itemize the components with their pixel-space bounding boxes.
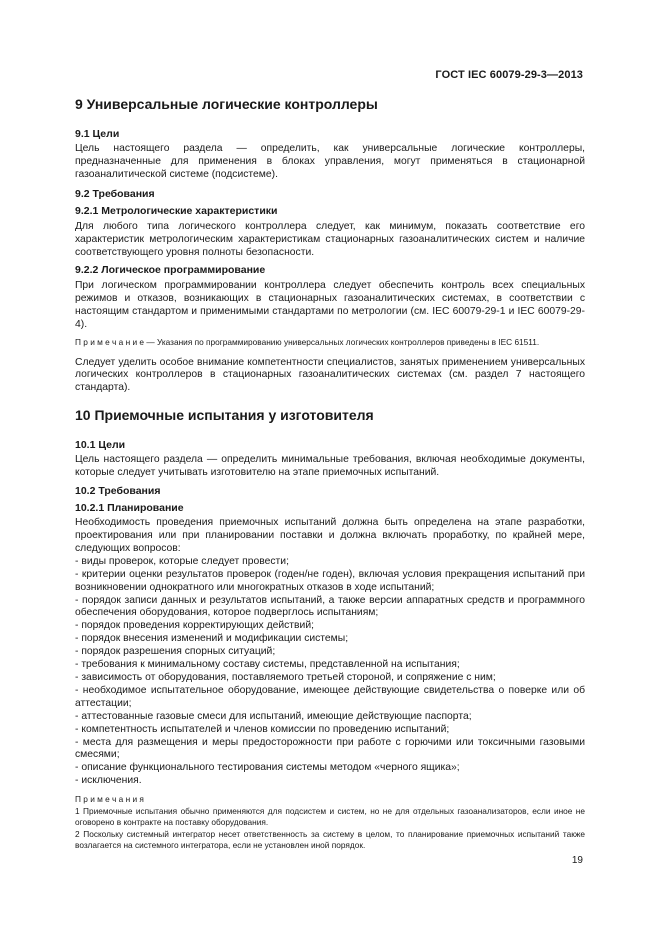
note-label: П р и м е ч а н и е	[75, 337, 145, 348]
section-9-2-2-title: 9.2.2 Логическое программирование	[75, 264, 266, 277]
section-9-1-text: Цель настоящего раздела — определить, как универсальные логические контроллеры, предназначенные для применения в блоках управления, могут применяться в стационарной газоаналитической системе (подсистеме).	[75, 143, 585, 180]
list-item: - требования к минимальному составу системы, представленной на испытания;	[75, 659, 460, 671]
section-9-1-title: 9.1 Цели	[75, 128, 120, 140]
section-10-2-1-title: 10.2.1 Планирование	[75, 502, 184, 515]
section-9-note	[75, 337, 585, 349]
section-9-2-2-text-2: Следует уделить особое внимание компетентности специалистов, занятых применением универсальных логических контроллеров в стационарных газоаналитических системах (см. раздел 7 настоящего стандарта).	[75, 356, 585, 394]
list-item: - порядок записи данных и результатов испытаний, а также версии аппаратных средств и программного обеспечения оборудования, которое подверглось испытаниям;	[75, 594, 585, 619]
requirements-list	[75, 556, 585, 788]
list-item: - критерии оценки результатов проверок (годен/не годен), включая условия прекращения испытаний при возникновении однократного или многократных отказов в ходе испытаний;	[75, 568, 585, 593]
section-9-title: 9 Универсальные логические контроллеры	[75, 96, 378, 112]
notes-label: П р и м е ч а н и я	[75, 794, 144, 805]
section-9-2-title: 9.2 Требования	[75, 187, 155, 200]
note-text: — Указания по программированию универсальных логических контроллеров приведены в IEC 61511.	[144, 337, 540, 348]
list-item: - порядок внесения изменений и модификации системы;	[75, 633, 349, 645]
list-item: - места для размещения и меры предосторожности при работе с горючими или токсичными газовыми смесями;	[75, 736, 585, 761]
document-header: ГОСТ IEC 60079-29-3—2013	[435, 69, 583, 81]
note-1: 1 Приемочные испытания обычно применяются для подсистем и систем, но не для отдельных газоанализаторов, если иное не оговорено в контракте на поставку оборудования.	[75, 805, 585, 828]
list-item: - необходимое испытательное оборудование, имеющее действующие свидетельства о поверке или об аттестации;	[75, 684, 585, 709]
list-item: - аттестованные газовые смеси для испытаний, имеющие действующие паспорта;	[75, 710, 472, 722]
list-item: - зависимость от оборудования, поставляемого третьей стороной, и сопряжение с ним;	[75, 671, 496, 683]
section-9-2-2-text: При логическом программировании контроллера следует обеспечить контроль всех специальных режимов и отказов, возникающих в стационарных газоаналитических системах, в соответствии с настоящим стандартом и применимыми стандартами по метрологии (см. IEC 60079-29-1 и IEC 60079-29-4).	[75, 280, 585, 331]
list-item: - исключения.	[75, 775, 142, 787]
list-item: - описание функционального тестирования системы методом «черного ящика»;	[75, 762, 460, 774]
section-9-2-1-title: 9.2.1 Метрологические характеристики	[75, 204, 278, 217]
document-body	[75, 96, 585, 852]
note-2: 2 Поскольку системный интегратор несет ответственность за систему в целом, то планирование приемочных испытаний также возлагается на системного интегратора, если не установлен иной порядок.	[75, 828, 585, 851]
list-item: - компетентность испытателей и членов комиссии по проведению испытаний;	[75, 723, 450, 735]
section-10-1-title: 10.1 Цели	[75, 439, 126, 452]
page-number: 19	[571, 855, 583, 866]
section-10-2-title: 10.2 Требования	[75, 485, 161, 498]
list-item: - порядок проведения корректирующих действий;	[75, 620, 314, 632]
list-item: - порядок разрешения спорных ситуаций;	[75, 646, 276, 658]
section-9-2-1-text: Для любого типа логического контроллера следует, как минимум, показать соответствие его характеристик метрологическим характеристикам стационарных газоаналитических систем и наличие соответствующего уровня полноты безопасности.	[75, 220, 585, 258]
section-10-title: 10 Приемочные испытания у изготовителя	[75, 407, 374, 424]
section-10-2-1-text: Необходимость проведения приемочных испытаний должна быть определена на этапе разработки, проектирования или при планировании поставки и должна включать проработку, по крайней мере, следующих вопросов:	[75, 517, 585, 554]
section-10-1-text: Цель настоящего раздела — определить минимальные требования, включая необходимые документы, которые следует учитывать изготовителю на этапе приемочных испытаний.	[75, 454, 585, 479]
list-item: - виды проверок, которые следует провести;	[75, 555, 289, 567]
